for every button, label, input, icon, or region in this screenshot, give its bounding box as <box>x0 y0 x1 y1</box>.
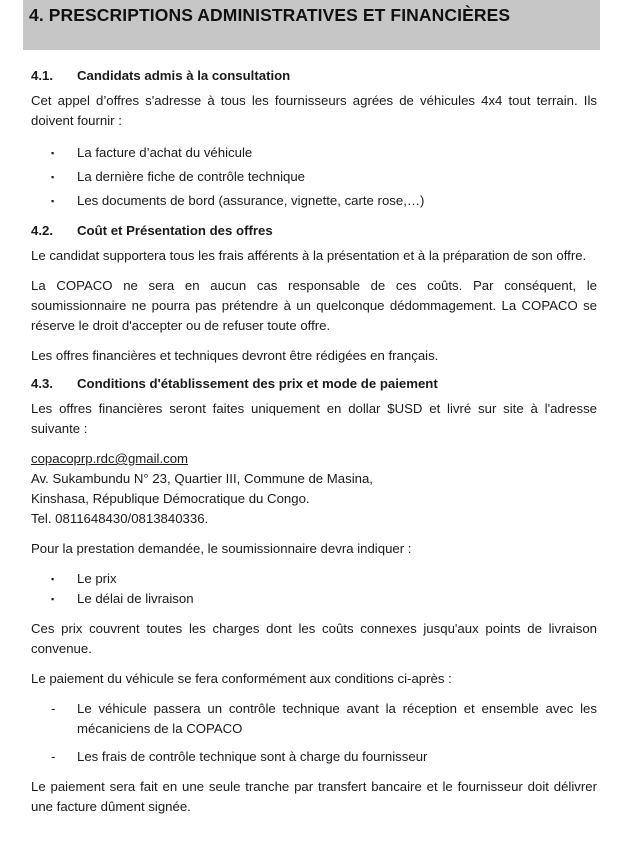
section-title: 4. PRESCRIPTIONS ADMINISTRATIVES ET FINANCIÈRES <box>29 5 511 25</box>
address-block <box>31 449 597 529</box>
paragraph: Les offres financières seront faites uniquement en dollar $USD et livré sur site à l'adresse suivante : <box>31 401 597 436</box>
subsection-number: 4.3. <box>31 376 53 391</box>
paragraph: La COPACO ne sera en aucun cas responsable de ces coûts. Par conséquent, le soumissionnaire ne pourra pas prétendre à un quelconque dédommagement. La COPACO se réserve le droit d'accepter ou de refuser toute offre. <box>31 278 597 333</box>
list-item: - Le véhicule passera un contrôle technique avant la réception et ensemble avec les mécaniciens de la COPACO <box>31 699 597 739</box>
subsection-heading-4-1 <box>31 68 597 83</box>
subsection-heading-4-3 <box>31 376 597 391</box>
subsection-heading-4-2 <box>31 223 597 238</box>
paragraph: Pour la prestation demandée, le soumissionnaire devra indiquer : <box>31 541 412 556</box>
paragraph: Le candidat supportera tous les frais afférents à la présentation et à la préparation de son offre. <box>31 248 587 263</box>
document-body <box>31 60 597 827</box>
bullet-list <box>31 141 597 213</box>
phone-line: Tel. 0811648430/0813840336. <box>31 511 209 526</box>
subsection-number: 4.2. <box>31 223 53 238</box>
subsection-title: Coût et Présentation des offres <box>77 223 273 238</box>
square-bullet-icon: ▪ <box>51 172 55 182</box>
subsection-title: Conditions d'établissement des prix et mode de paiement <box>77 376 438 391</box>
bullet-list <box>31 569 597 609</box>
paragraph: Les offres financières et techniques devront être rédigées en français. <box>31 348 439 363</box>
email-link[interactable]: copacoprp.rdc@gmail.com <box>31 451 189 466</box>
paragraph: Cet appel d’offres s'adresse à tous les fournisseurs agrées de véhicules 4x4 tout terrain. Ils doivent fournir : <box>31 93 597 128</box>
list-item: ▪ Les documents de bord (assurance, vignette, carte rose,…) <box>31 189 597 213</box>
address-line: Av. Sukambundu N° 23, Quartier III, Commune de Masina, <box>31 471 373 486</box>
square-bullet-icon: ▪ <box>51 148 55 158</box>
list-item: ▪ Le délai de livraison <box>31 589 597 609</box>
list-item: - Les frais de contrôle technique sont à charge du fournisseur <box>31 747 597 767</box>
dash-bullet-icon: - <box>51 749 56 764</box>
subsection-title: Candidats admis à la consultation <box>77 68 291 83</box>
paragraph: Le paiement sera fait en une seule tranche par transfert bancaire et le fournisseur doit délivrer une facture dûment signée. <box>31 779 597 814</box>
list-item: ▪ La dernière fiche de contrôle technique <box>31 165 597 189</box>
dash-bullet-icon: - <box>51 701 56 716</box>
section-banner <box>23 0 600 50</box>
paragraph: Ces prix couvrent toutes les charges dont les coûts connexes jusqu'aux points de livraison convenue. <box>31 621 597 656</box>
dash-list <box>31 699 597 767</box>
square-bullet-icon: ▪ <box>51 574 55 584</box>
square-bullet-icon: ▪ <box>51 594 55 604</box>
list-item: ▪ Le prix <box>31 569 597 589</box>
square-bullet-icon: ▪ <box>51 196 55 206</box>
paragraph: Le paiement du véhicule se fera conformément aux conditions ci-après : <box>31 671 452 686</box>
subsection-number: 4.1. <box>31 68 53 83</box>
address-line: Kinshasa, République Démocratique du Congo. <box>31 491 310 506</box>
list-item: ▪ La facture d’achat du véhicule <box>31 141 597 165</box>
